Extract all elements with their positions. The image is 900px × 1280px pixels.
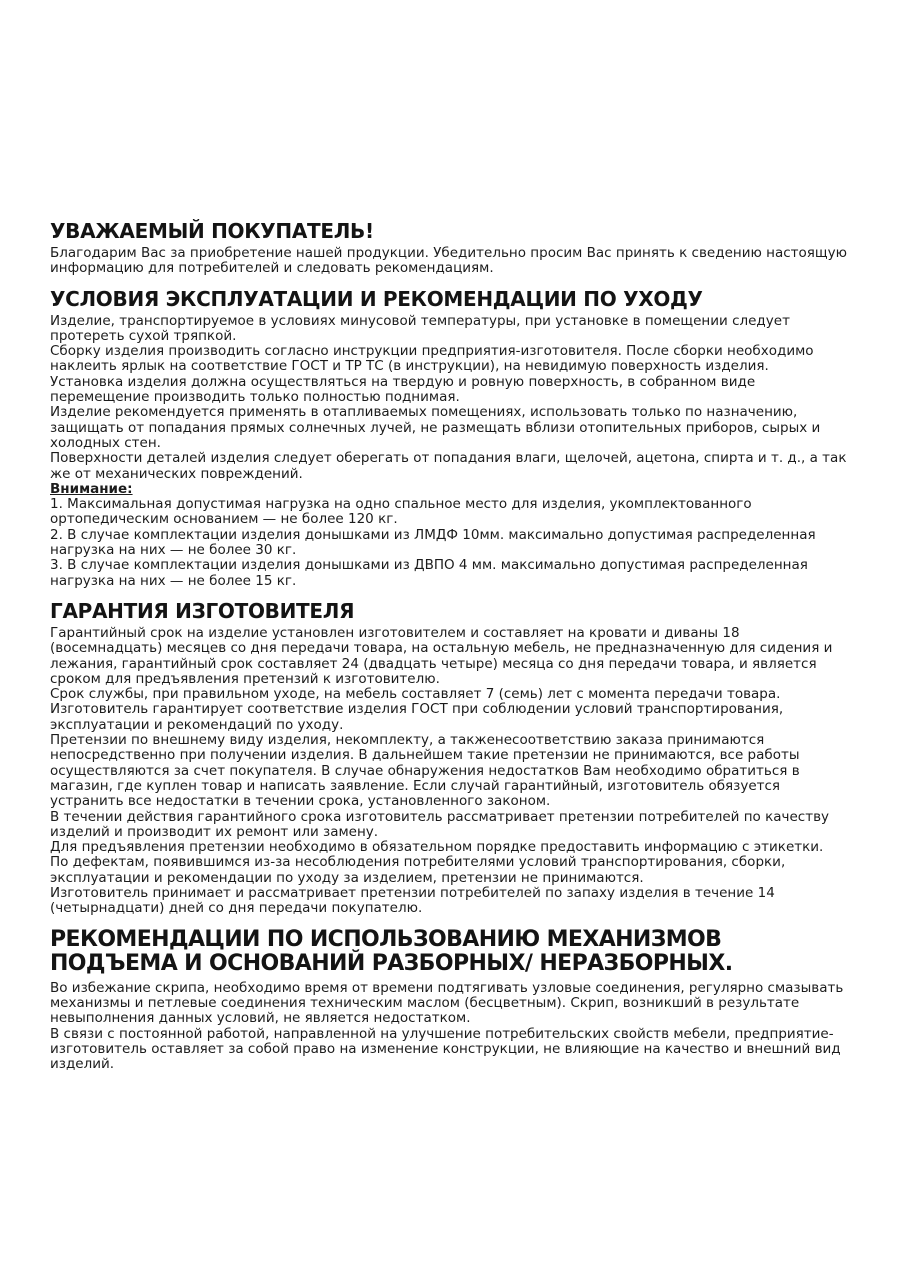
paragraph: 1. Максимальная допустимая нагрузка на одно спальное место для изделия, укомплектованного ортопедическим основанием — не более 120 кг. (50, 496, 752, 528)
section-manufacturer-warranty (50, 600, 853, 917)
paragraph: 3. В случае комплектации изделия донышками из ДВПО 4 мм. максимально допустимая распределенная нагрузка на них — не более 15 кг. (50, 557, 808, 589)
paragraph: Изделие рекомендуется применять в отапливаемых помещениях, использовать только по назначению, защищать от попадания прямых солнечных лучей, не размещать вблизи отопительных приборов, сырых и холодных стен. (50, 404, 821, 451)
paragraph: Претензии по внешнему виду изделия, некомплекту, а такженесоответствию заказа принимаются непосредственно при получении изделия. В дальнейшем такие претензии не принимаются, все работы осуществляются за счет покупателя. В случае обнаружения недостатков Вам необходимо обратиться в магазин, где куплен товар и написать заявление. Если случай гарантийный, изготовитель обязуется устранить все недостатки в течении срока, установленного законом. (50, 732, 800, 810)
paragraph: Изделие, транспортируемое в условиях минусовой температуры, при установке в помещении следует протереть сухой тряпкой. (50, 312, 790, 344)
paragraph: Срок службы, при правильном уходе, на мебель составляет 7 (семь) лет с момента передачи товара. (50, 686, 781, 703)
paragraph: В связи с постоянной работой, направленной на улучшение потребительских свойств мебели, предприятие-изготовитель оставляет за собой право на изменение конструкции, не влияющие на качество и внешний вид изделий. (50, 1025, 841, 1073)
section-heading-dear-customer: УВАЖАЕМЫЙ ПОКУПАТЕЛЬ! (50, 219, 374, 243)
section-lift-mechanisms-recommendations (50, 928, 853, 1073)
section-heading-lift-mechanisms-recommendations: РЕКОМЕНДАЦИИ ПО ИСПОЛЬЗОВАНИЮ МЕХАНИЗМОВ ПОДЪЕМА И ОСНОВАНИЙ РАЗБОРНЫХ/ НЕРАЗБОРНЫХ. (50, 926, 733, 977)
paragraph: Для предъявления претензии необходимо в обязательном порядке предоставить информацию с этикетки. (50, 839, 824, 856)
paragraph: По дефектам, появившимся из-за несоблюдения потребителями условий транспортирования, сборки, эксплуатации и рекомендации по уходу за изделием, претензии не принимаются. (50, 854, 786, 886)
paragraph: В течении действия гарантийного срока изготовитель рассматривает претензии потребителей по качеству изделий и производит их ремонт или замену. (50, 808, 830, 840)
section-heading-manufacturer-warranty: ГАРАНТИЯ ИЗГОТОВИТЕЛЯ (50, 598, 355, 623)
section-usage-conditions (50, 288, 853, 589)
paragraph: Благодарим Вас за приобретение нашей продукции. Убедительно просим Вас принять к сведению настоящую информацию для потребителей и следовать рекомендациям. (50, 245, 847, 277)
paragraph: Гарантийный срок на изделие установлен изготовителем и составляет на кровати и диваны 18 (восемнадцать) месяцев со дня передачи товара, на остальную мебель, не предназначенную для сидения и лежания, гарантийный срок составляет 24 (двадцать четыре) месяца со дня передачи товара, и является сроком для предъявления претензий к изготовителю. (50, 624, 833, 687)
paragraph: Поверхности деталей изделия следует оберегать от попадания влаги, щелочей, ацетона, спирта и т. д., а так же от механических повреждений. (50, 450, 847, 482)
paragraph: Изготовитель принимает и рассматривает претензии потребителей по запаху изделия в течение 14 (четырнадцати) дней со дня передачи покупателю. (50, 884, 775, 917)
section-dear-customer (50, 220, 853, 277)
section-heading-usage-conditions: УСЛОВИЯ ЭКСПЛУАТАЦИИ И РЕКОМЕНДАЦИИ ПО УХОДУ (50, 286, 703, 311)
paragraph: Сборку изделия производить согласно инструкции предприятия-изготовителя. После сборки необходимо наклеить ярлык на соответствие ГОСТ и ТР ТС (в инструкции), на невидимую поверхность изделия. (50, 343, 814, 375)
paragraph: 2. В случае комплектации изделия донышками из ЛМДФ 10мм. максимально допустимая распределенная нагрузка на них — не более 30 кг. (50, 526, 816, 559)
paragraph: Во избежание скрипа, необходимо время от времени подтягивать узловые соединения, регулярно смазывать механизмы и петлевые соединения техническим маслом (бесцветным). Скрип, возникший в результате невыполнения данных условий, не является недостатком. (50, 979, 844, 1027)
paragraph: Изготовитель гарантирует соответствие изделия ГОСТ при соблюдении условий транспортирования, эксплуатации и рекомендаций по уходу. (50, 701, 784, 733)
paragraph: Установка изделия должна осуществляться на твердую и ровную поверхность, в собранном виде перемещение производить только полностью поднимая. (50, 373, 756, 406)
attention-label: Внимание: (50, 480, 133, 497)
